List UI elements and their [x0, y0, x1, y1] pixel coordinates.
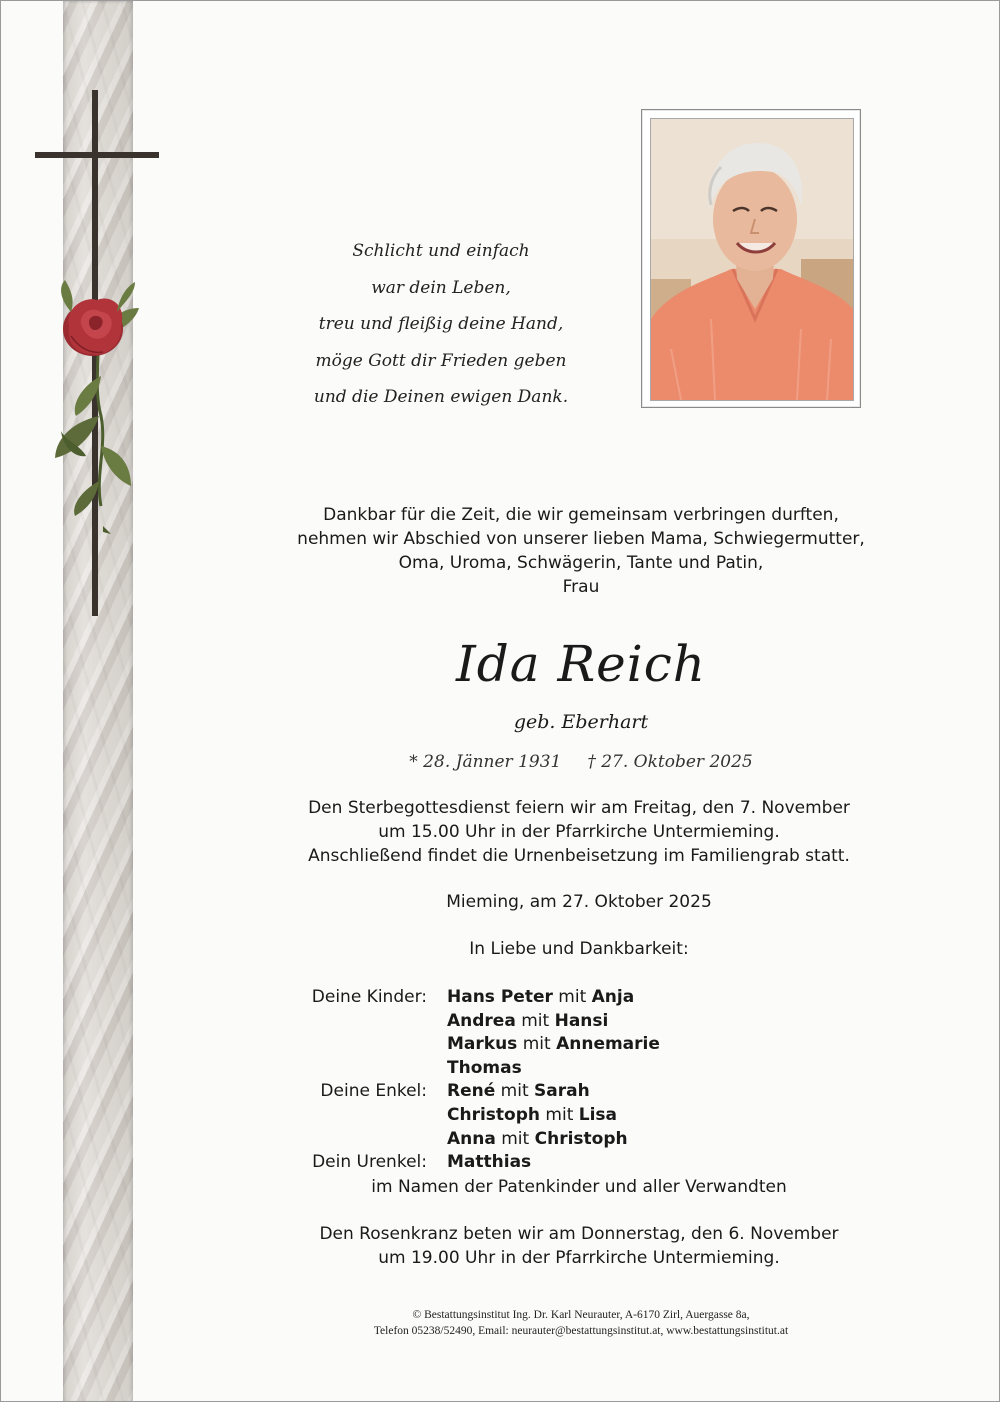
- child-name: Markus: [447, 1034, 518, 1055]
- intro-line: Dankbar für die Zeit, die wir gemeinsam verbringen durften,: [323, 505, 839, 525]
- partner-name: Hansi: [554, 1010, 609, 1031]
- family-row: [301, 1010, 861, 1034]
- family-row: [301, 1033, 861, 1057]
- grandchild-name: Christoph: [447, 1104, 540, 1125]
- partner-name: Anja: [591, 987, 635, 1007]
- partner-name: Christoph: [534, 1128, 628, 1149]
- intro-line: Oma, Uroma, Schwägerin, Tante und Patin,: [398, 553, 764, 573]
- poem-line: treu und fleißig deine Hand,: [318, 314, 564, 334]
- service-line: Anschließend findet die Urnenbeisetzung im Familiengrab statt.: [308, 846, 850, 866]
- family-row: [301, 986, 861, 1010]
- with-word: mit: [521, 1010, 550, 1031]
- with-word: mit: [545, 1104, 574, 1125]
- rosary-line: Den Rosenkranz beten wir am Donnerstag, den 6. November: [319, 1224, 839, 1244]
- poem: [281, 233, 601, 416]
- partner-name: Sarah: [534, 1081, 590, 1102]
- rosary-text: [241, 1222, 917, 1270]
- poem-line: Schlicht und einfach: [352, 241, 530, 261]
- children-label: Deine Kinder:: [311, 987, 427, 1007]
- service-text: [241, 796, 917, 868]
- family-row: [301, 1080, 861, 1104]
- family-row: [301, 1057, 861, 1081]
- portrait-frame: [641, 109, 861, 408]
- intro-text: [261, 503, 901, 599]
- cross-with-rose-icon: [31, 86, 171, 626]
- relatives-line: im Namen der Patenkinder und aller Verwandten: [371, 1177, 787, 1197]
- place-date: Mieming, am 27. Oktober 2025: [446, 892, 712, 912]
- poem-line: möge Gott dir Frieden geben: [315, 350, 567, 371]
- child-name: Hans Peter: [447, 987, 553, 1007]
- footer-line: Telefon 05238/52490, Email: neurauter@bestattungsinstitut.at, www.bestattungsinstitut.at: [373, 1325, 789, 1337]
- partner-name: Lisa: [578, 1104, 618, 1125]
- funeral-home-footer: [301, 1307, 861, 1339]
- intro-line: nehmen wir Abschied von unserer lieben Mama, Schwiegermutter,: [297, 529, 865, 549]
- maiden-name: geb. Eberhart: [513, 711, 649, 733]
- grandchildren-label: Deine Enkel:: [320, 1081, 427, 1102]
- family-row: [301, 1104, 861, 1128]
- poem-line: war dein Leben,: [371, 277, 511, 298]
- footer-line: © Bestattungsinstitut Ing. Dr. Karl Neurauter, A-6170 Zirl, Auergasse 8a,: [412, 1309, 750, 1321]
- grandchild-name: René: [447, 1081, 496, 1102]
- family-row: [301, 1151, 861, 1175]
- grandchild-name: Anna: [447, 1128, 496, 1149]
- child-name: Andrea: [447, 1010, 516, 1031]
- with-word: mit: [500, 1081, 529, 1102]
- portrait-image: [651, 119, 853, 400]
- poem-line: und die Deinen ewigen Dank.: [313, 387, 569, 407]
- partner-name: Annemarie: [556, 1034, 660, 1055]
- death-date: † 27. Oktober 2025: [587, 752, 753, 772]
- family-row: [301, 1128, 861, 1152]
- closing-phrase: In Liebe und Dankbarkeit:: [469, 939, 689, 959]
- service-line: Den Sterbegottesdienst feiern wir am Freitag, den 7. November: [308, 798, 850, 818]
- portrait-photo: [650, 118, 854, 401]
- intro-line: Frau: [562, 577, 600, 597]
- with-word: mit: [522, 1034, 551, 1055]
- rosary-line: um 19.00 Uhr in der Pfarrkirche Untermieming.: [378, 1248, 780, 1268]
- service-line: um 15.00 Uhr in der Pfarrkirche Untermieming.: [378, 822, 780, 842]
- with-word: mit: [558, 987, 587, 1007]
- child-name: Thomas: [447, 1057, 522, 1078]
- birth-date: * 28. Jänner 1931: [409, 752, 562, 772]
- family-list: [301, 986, 861, 1175]
- life-dates: [391, 749, 771, 775]
- great-grandchild-name: Matthias: [447, 1152, 532, 1173]
- great-grandchild-label: Dein Urenkel:: [312, 1152, 427, 1173]
- with-word: mit: [501, 1128, 530, 1149]
- deceased-name: Ida Reich: [456, 635, 706, 693]
